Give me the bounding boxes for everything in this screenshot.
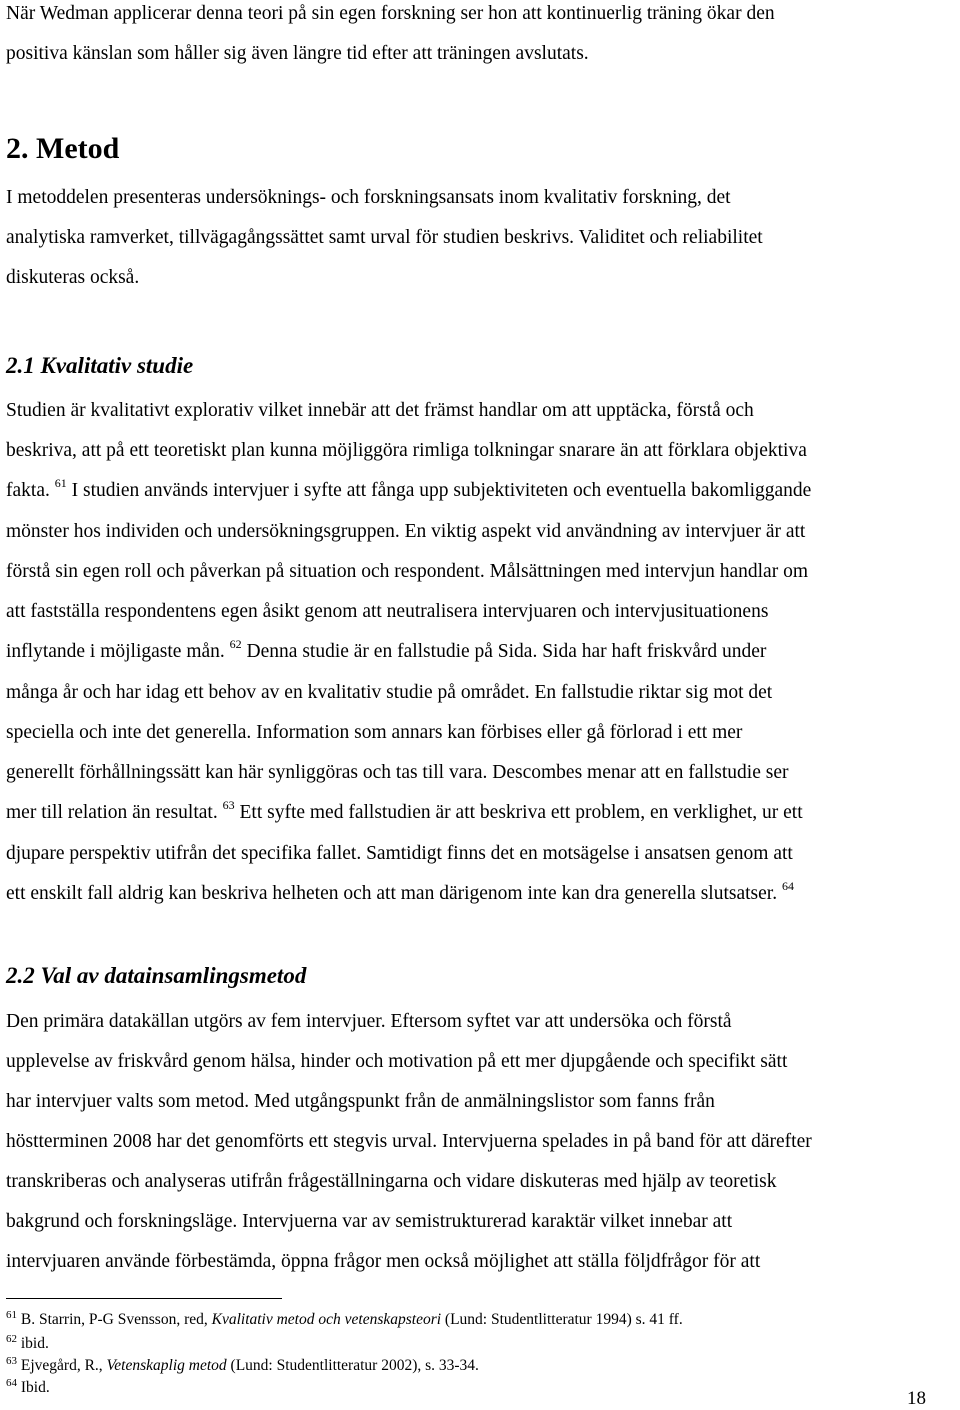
- text-line: Den primära datakällan utgörs av fem intervjuer. Eftersom syftet var att undersöka och förstå: [6, 1011, 732, 1032]
- footnote-text: Ibid.: [17, 1379, 50, 1396]
- text-line: transkriberas och analyseras utifrån frågeställningarna och vidare diskuteras med hjälp av teoretisk: [6, 1171, 777, 1192]
- text-line: I metoddelen presenteras undersöknings- och forskningsansats inom kvalitativ forskning, det: [6, 187, 731, 208]
- footnote-number: 64: [6, 1377, 17, 1389]
- text-segment: Denna studie är en fallstudie på Sida. Sida har haft friskvård under: [241, 641, 767, 662]
- footnote-text: B. Starrin, P-G Svensson, red,: [17, 1311, 212, 1328]
- footnote-text: ibid.: [17, 1335, 49, 1352]
- text-line: diskuteras också.: [6, 267, 140, 288]
- footnote-ref-63[interactable]: 63: [222, 798, 235, 812]
- text-line: analytiska ramverket, tillvägagångssättet samt urval för studien beskrivs. Validitet och reliabilitet: [6, 227, 763, 248]
- footnote-62: [6, 1333, 49, 1356]
- text-segment: ett enskilt fall aldrig kan beskriva helheten och att man därigenom inte kan dra generella slutsatser.: [6, 883, 778, 904]
- footnote-number: 63: [6, 1355, 17, 1367]
- footnote-title: Kvalitativ metod och vetenskapsteori: [211, 1311, 442, 1328]
- text-line: När Wedman applicerar denna teori på sin egen forskning ser hon att kontinuerlig träning ökar den: [6, 3, 775, 24]
- footnote-63: [6, 1355, 479, 1378]
- footnote-64: [6, 1377, 50, 1400]
- section-heading-metod: 2. Metod: [6, 132, 120, 165]
- text-line: bakgrund och forskningsläge. Intervjuerna var av semistrukturerad karaktär vilket innebar att: [6, 1211, 733, 1232]
- text-segment: mer till relation än resultat.: [6, 802, 218, 823]
- kvalitativ-studie-paragraph: [6, 391, 811, 915]
- footnote-title: Vetenskaplig metod: [106, 1357, 227, 1374]
- datainsamling-paragraph: [6, 1002, 812, 1282]
- text-line: Studien är kvalitativt explorativ vilket innebär att det främst handlar om att upptäcka, förstå och: [6, 400, 754, 421]
- text-line: djupare perspektiv utifrån det specifika fallet. Samtidigt finns det en motsägelse i ansatsen genom att: [6, 843, 793, 864]
- text-line: många år och har idag ett behov av en kvalitativ studie på området. En fallstudie riktar sig mot det: [6, 682, 773, 703]
- text-segment: fakta.: [6, 480, 50, 501]
- page-number: 18: [907, 1388, 926, 1409]
- metod-paragraph: [6, 178, 763, 298]
- footnote-text: (Lund: Studentlitteratur 2002), s. 33-34.: [226, 1357, 479, 1374]
- text-segment: I studien används intervjuer i syfte att fånga upp subjektiviteten och eventuella bakomliggande: [66, 480, 812, 501]
- footnote-text: Ejvegård, R.,: [17, 1357, 107, 1374]
- text-line: beskriva, att på ett teoretiskt plan kunna möjliggöra rimliga tolkningar snarare än att förklara objektiva: [6, 440, 807, 461]
- text-line: höstterminen 2008 har det genomförts ett stegvis urval. Intervjuerna spelades in på band för att därefter: [6, 1131, 812, 1152]
- text-line: [6, 471, 811, 512]
- text-line: förstå sin egen roll och påverkan på situation och respondent. Målsättningen med intervjun handlar om: [6, 561, 808, 582]
- text-line: [6, 632, 811, 673]
- footnote-number: 62: [6, 1333, 17, 1345]
- text-line: [6, 874, 811, 915]
- section-heading-val-av-datainsamlingsmetod: 2.2 Val av datainsamlingsmetod: [6, 963, 307, 988]
- text-line: att fastställa respondentens egen åsikt genom att neutralisera intervjuaren och intervjusituationens: [6, 601, 769, 622]
- footnote-ref-62[interactable]: 62: [229, 637, 242, 651]
- text-line: [6, 793, 811, 834]
- text-line: generellt förhållningssätt kan här synliggöras och tas till vara. Descombes menar att en fallstudie ser: [6, 762, 789, 783]
- section-heading-kvalitativ-studie: 2.1 Kvalitativ studie: [6, 353, 194, 378]
- footnote-61: [6, 1309, 683, 1332]
- text-segment: Ett syfte med fallstudien är att beskriva ett problem, en verklighet, ur ett: [234, 802, 803, 823]
- intro-paragraph: [6, 0, 775, 74]
- text-line: positiva känslan som håller sig även längre tid efter att träningen avslutats.: [6, 43, 589, 64]
- footnote-number: 61: [6, 1309, 17, 1321]
- text-line: intervjuaren använde förbestämda, öppna frågor men också möjlighet att ställa följdfrågor för att: [6, 1251, 761, 1272]
- footnote-text: (Lund: Studentlitteratur 1994) s. 41 ff.: [441, 1311, 683, 1328]
- text-line: speciella och inte det generella. Information som annars kan förbises eller gå förlorad i ett mer: [6, 722, 743, 743]
- text-line: har intervjuer valts som metod. Med utgångspunkt från de anmälningslistor som fanns från: [6, 1091, 715, 1112]
- text-segment: inflytande i möjligaste mån.: [6, 641, 225, 662]
- footnote-ref-61[interactable]: 61: [54, 476, 67, 490]
- text-line: mönster hos individen och undersökningsgruppen. En viktig aspekt vid användning av intervjuer är att: [6, 521, 806, 542]
- footnote-divider: [6, 1298, 282, 1299]
- footnote-ref-64[interactable]: 64: [781, 879, 794, 893]
- text-line: upplevelse av friskvård genom hälsa, hinder och motivation på ett mer djupgående och specifikt sätt: [6, 1051, 788, 1072]
